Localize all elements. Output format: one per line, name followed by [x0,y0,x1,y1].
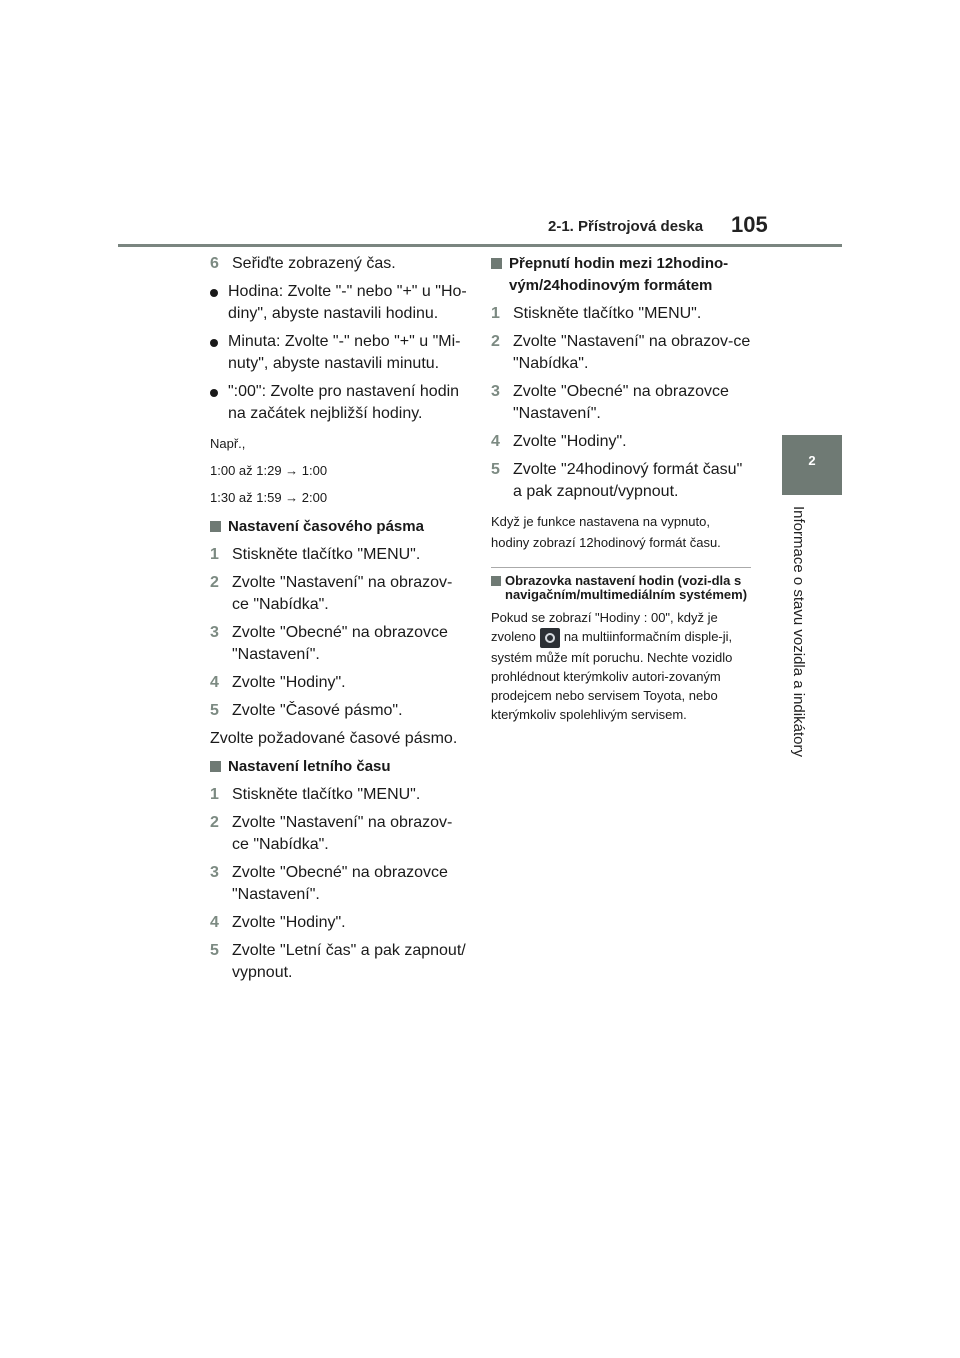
tz-step [210,622,468,666]
note-text: Pokud se zobrazí "Hodiny : 00", když je zvoleno [491,610,718,644]
step-number: 4 [491,433,500,450]
heading-square-icon [491,258,502,269]
step-number: 4 [210,914,219,931]
step-text: Zvolte "Letní čas" a pak zapnout/ vypnout. [232,942,466,981]
step-number: 3 [210,864,219,881]
chapter-tab [782,435,842,495]
example-line: 1:00 až 1:29 → 1:00 [210,463,328,478]
tz-step [210,572,468,616]
bullet-text: Hodina: Zvolte "-" nebo "+" u "Ho-diny", abyste nastavili hodinu. [228,283,467,322]
step-text: Zvolte "Obecné" na obrazovce "Nastavení". [232,864,448,903]
step-text: Zvolte "Hodiny". [513,433,627,450]
step-number: 1 [210,546,219,563]
dst-heading [210,756,468,778]
chapter-number: 2 [808,453,816,468]
format-step [491,303,751,325]
heading-text: Obrazovka nastavení hodin (vozi-dla s navigačním/multimediálním systémem) [505,573,748,602]
step-number: 2 [491,333,500,350]
step-number: 2 [210,814,219,831]
format-step [491,459,751,503]
chapter-label: Informace o stavu vozidla a indikátory [790,506,807,757]
heading-text: Přepnutí hodin mezi 12hodino-vým/24hodinovým formátem [509,255,729,294]
bullet-dot [210,389,218,397]
heading-square-icon [210,761,221,772]
header-rule [118,244,842,247]
format-step [491,381,751,425]
example-line: 1:30 až 1:59 → 2:00 [210,490,328,505]
step-text: Zvolte "24hodinový formát času" a pak zapnout/vypnout. [513,461,743,500]
step-number: 5 [210,702,219,719]
step-number: 6 [210,255,219,272]
step-text: Zvolte "Nastavení" na obrazov-ce "Nabídka". [232,574,453,613]
bullet-text: ":00": Zvolte pro nastavení hodin na začátek nejbližší hodiny. [228,383,460,422]
step-text: Stiskněte tlačítko "MENU". [232,786,421,803]
step-number: 3 [491,383,500,400]
dst-step [210,784,468,806]
step-text: Zvolte "Obecné" na obrazovce "Nastavení". [232,624,448,663]
dst-step [210,812,468,856]
step-6 [210,253,468,275]
example-label: Např., [210,436,246,451]
section-title: 2-1. Přístrojová deska [548,218,704,235]
timezone-heading [210,516,468,538]
tz-step [210,672,468,694]
tz-step [210,700,468,722]
bullet-hour [210,281,468,325]
step-number: 4 [210,674,219,691]
heading-square-icon [491,576,501,586]
format-step [491,331,751,375]
dst-step [210,912,468,934]
right-column [491,250,751,724]
bullet-minute [210,331,468,375]
screen-heading [491,574,751,602]
step-text: Stiskněte tlačítko "MENU". [513,305,702,322]
step-number: 1 [491,305,500,322]
step-text: Zvolte "Nastavení" na obrazov-ce "Nabídka". [232,814,453,853]
dst-step [210,862,468,906]
page-number: 105 [731,212,768,237]
step-number: 5 [491,461,500,478]
step-text: Seřiďte zobrazený čas. [232,255,396,272]
step-number: 3 [210,624,219,641]
step-text: Zvolte "Hodiny". [232,914,346,931]
heading-square-icon [210,521,221,532]
step-text: Stiskněte tlačítko "MENU". [232,546,421,563]
step-text: Zvolte "Obecné" na obrazovce "Nastavení". [513,383,729,422]
step-number: 2 [210,574,219,591]
timezone-after: Zvolte požadované časové pásmo. [210,730,458,747]
step-number: 5 [210,942,219,959]
step-text: Zvolte "Časové pásmo". [232,702,403,719]
bullet-dot [210,339,218,347]
step-text: Zvolte "Hodiny". [232,674,346,691]
step-text: Zvolte "Nastavení" na obrazov-ce "Nabídka". [513,333,751,372]
format-step [491,431,751,453]
screen-note [491,608,751,724]
step-number: 1 [210,786,219,803]
bullet-dot [210,289,218,297]
heading-text: Nastavení časového pásma [228,518,424,535]
format-note: Když je funkce nastavena na vypnuto, hodiny zobrazí 12hodinový formát času. [491,514,721,550]
bullet-zero [210,381,468,425]
heading-text: Nastavení letního času [228,758,391,775]
bullet-text: Minuta: Zvolte "-" nebo "+" u "Mi-nuty", abyste nastavili minutu. [228,333,461,372]
left-column [210,250,468,984]
gear-icon [540,628,560,648]
dst-step [210,940,468,984]
tz-step [210,544,468,566]
note-text: na multiinformačním disple-ji, systém může mít poruchu. Nechte vozidlo prohlédnout kterýmkoliv autori-zovaným prodejcem nebo servisem Toyota, nebo kterýmkoliv spolehlivým servisem. [491,629,733,722]
format-heading [491,253,751,297]
